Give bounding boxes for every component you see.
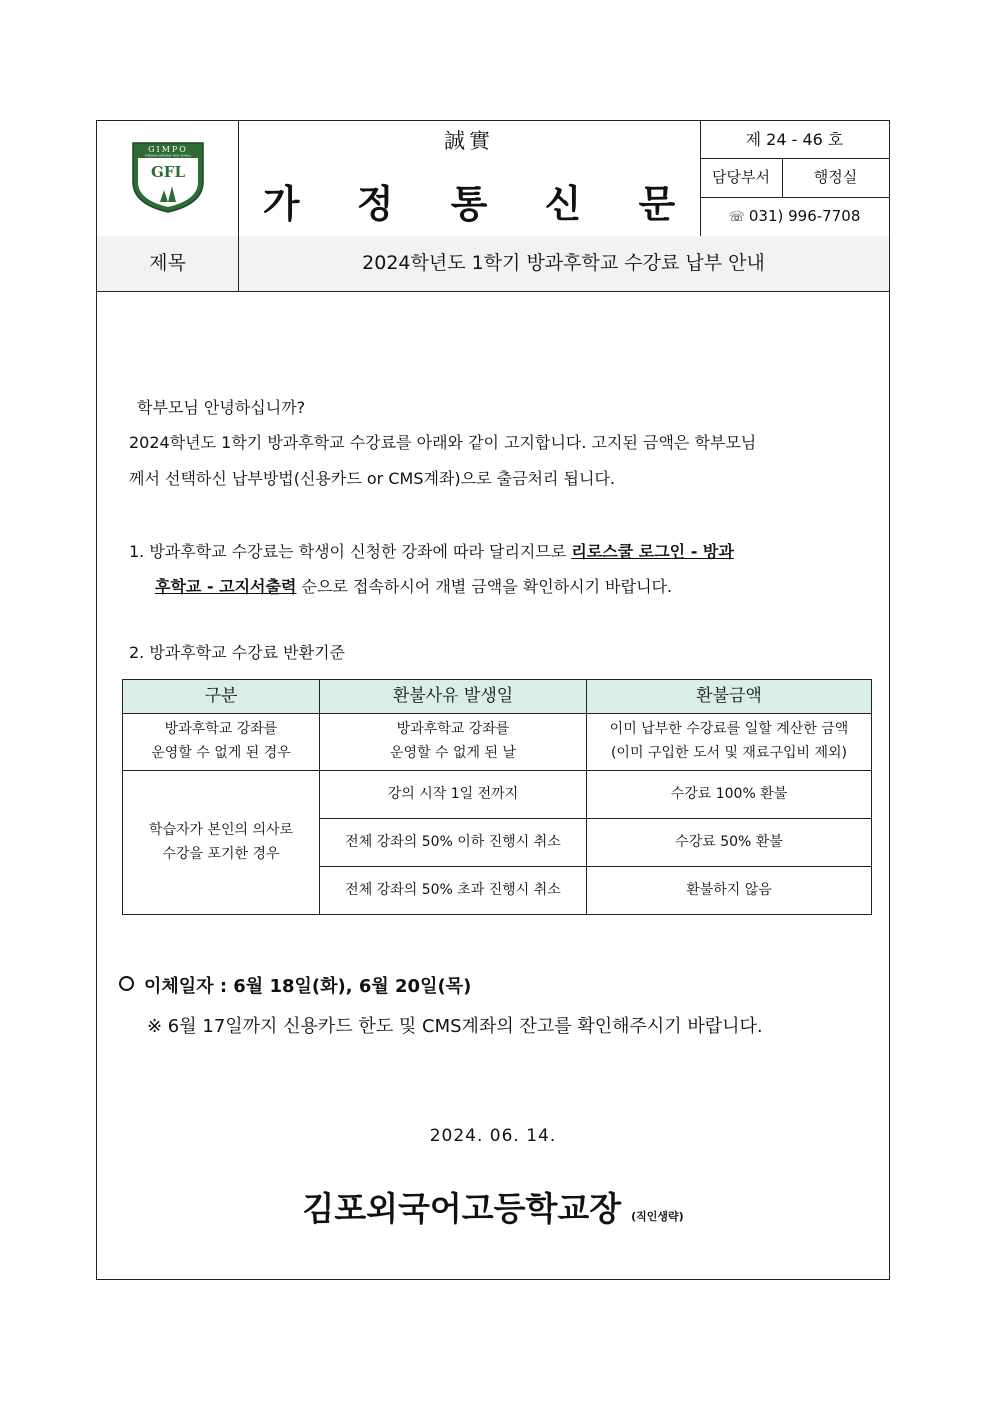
transfer-note: ※ 6월 17일까지 신용카드 한도 및 CMS계좌의 잔고를 확인해주시기 바랍니다.	[147, 1016, 763, 1037]
riroschool-path-part-1: 리로스쿨 로그인 - 방과	[571, 542, 734, 561]
logo-initials: GFL	[150, 163, 186, 181]
greeting: 학부모님 안녕하십니까?	[137, 398, 306, 417]
item-2-heading: 2. 방과후학교 수강료 반환기준	[129, 643, 345, 662]
row1-when-line2: 운영할 수 없게 된 날	[390, 745, 516, 761]
row1-amount-line1: 이미 납부한 수강료를 일할 계산한 금액	[609, 721, 849, 737]
row-divider	[123, 770, 871, 771]
refund-table-header	[123, 680, 871, 714]
school-motto: 誠實	[444, 129, 494, 153]
info-cell	[700, 121, 889, 236]
item-1-prefix: 1. 방과후학교 수강료는 학생이 신청한 강좌에 따라 달리지므로	[129, 542, 572, 561]
phone-row	[700, 197, 889, 236]
school-emblem-icon	[130, 140, 206, 214]
paragraph-line-2: 께서 선택하신 납부방법(신용카드 or CMS계좌)으로 출금처리 됩니다.	[129, 469, 615, 488]
phone-number: 031) 996-7708	[748, 207, 861, 225]
case-1-when: 강의 시작 1일 전까지	[387, 786, 519, 802]
row1-category-line1: 방과후학교 강좌를	[164, 721, 278, 737]
header-category: 구분	[204, 686, 238, 706]
row2-category-line2: 수강을 포기한 경우	[162, 846, 280, 862]
case-3-when: 전체 강좌의 50% 초과 진행시 취소	[345, 882, 561, 898]
department-row	[700, 158, 889, 198]
document-title: 가 정 통 신 문	[262, 182, 698, 226]
paragraph-line-1: 2024학년도 1학기 방과후학교 수강료를 아래와 같이 고지합니다. 고지된 금액은 학부모님	[129, 433, 757, 452]
logo-cell	[97, 121, 239, 236]
signer-name: 김포외국어고등학교장	[302, 1189, 622, 1228]
bullet-circle-icon	[119, 976, 134, 991]
item-1-line-1	[129, 539, 734, 562]
riroschool-path-part-2: 후학교 - 고지서출력	[155, 577, 297, 596]
logo-top-text: GIMPO	[148, 145, 188, 154]
table-cell	[320, 717, 586, 765]
phone-icon: ☏	[728, 210, 745, 225]
case-2-when: 전체 강좌의 50% 이하 진행시 취소	[345, 834, 561, 850]
seal-omitted-note: (직인생략)	[631, 1210, 684, 1223]
table-cell	[123, 717, 319, 765]
row2-category-line1: 학습자가 본인의 의사로	[148, 822, 294, 838]
item-1-line-2	[155, 574, 672, 597]
header-amount: 환불금액	[696, 686, 762, 706]
issue-date: 2024. 06. 14.	[429, 1126, 557, 1146]
case-2-amount: 수강료 50% 환불	[675, 834, 783, 850]
case-3-amount: 환불하지 않음	[686, 882, 772, 898]
subject-label: 제목	[97, 236, 239, 291]
signature-line	[97, 1183, 889, 1230]
row-divider	[320, 818, 871, 819]
issue-number: 제 24 - 46 호	[700, 121, 889, 159]
department-label: 담당부서	[700, 158, 783, 197]
refund-table	[122, 679, 872, 915]
document-header	[97, 121, 889, 237]
row-divider	[320, 866, 871, 867]
item-1-suffix: 순으로 접속하시어 개별 금액을 확인하시기 바랍니다.	[296, 577, 673, 596]
logo-sub-text: FOREIGN LANGUAGE HIGH SCHOOL	[144, 154, 192, 158]
department-value: 행정실	[813, 168, 858, 186]
header-when: 환불사유 발생일	[392, 686, 514, 706]
subject-row	[97, 236, 889, 292]
transfer-date	[119, 972, 471, 998]
table-cell	[587, 717, 871, 765]
subject-text: 2024학년도 1학기 방과후학교 수강료 납부 안내	[362, 252, 765, 274]
row1-amount-line2: (이미 구입한 도서 및 재료구입비 제외)	[610, 745, 848, 761]
case-1-amount: 수강료 100% 환불	[670, 786, 788, 802]
notice-document	[96, 120, 890, 1280]
transfer-date-text: 이체일자 : 6월 18일(화), 6월 20일(목)	[144, 976, 472, 997]
row1-when-line1: 방과후학교 강좌를	[396, 721, 510, 737]
table-cell	[123, 818, 319, 866]
title-cell	[238, 121, 701, 236]
row1-category-line2: 운영할 수 없게 된 경우	[151, 745, 291, 761]
